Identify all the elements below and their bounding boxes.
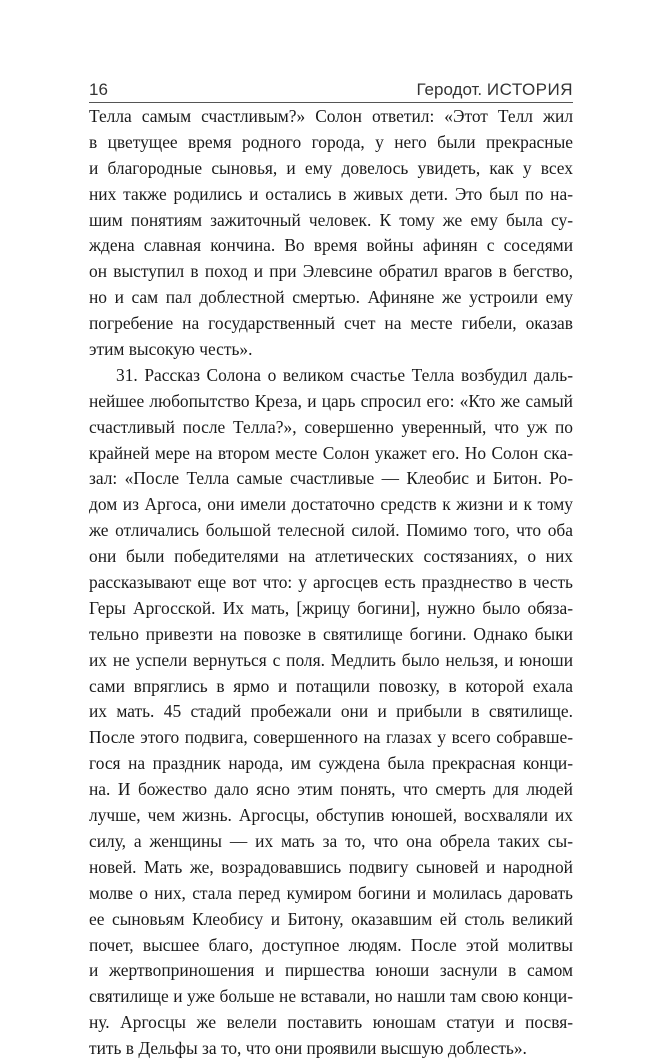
text-line: в цветущее время родного города, у него были прекрасные: [89, 131, 573, 152]
page-body: [89, 104, 573, 1062]
text-line: ждена славная кончина. Во время войны афинян с соседями: [89, 235, 573, 256]
text-line: сами впряглись в ярмо и потащили повозку, в которой ехала: [89, 675, 573, 696]
text-line: и благородные сыновья, и ему довелось увидеть, как у всех: [89, 157, 573, 178]
text-line: их не успели вернуться с поля. Медлить было нельзя, и юноши: [89, 649, 573, 670]
text-line: силу, а женщины — их мать за то, что она обрела таких сы-: [89, 830, 573, 851]
text-line: После этого подвига, совершенного на глазах у всего собравше-: [89, 727, 573, 748]
text-line: них также родились и остались в живых дети. Это был по на-: [89, 183, 573, 204]
page-header: [89, 72, 573, 103]
text-line: они были победителями на атлетических состязаниях, о них: [89, 546, 573, 567]
text-line: и жертвоприношения и пиршества юноши заснули в самом: [89, 960, 573, 981]
paragraph-31: [89, 363, 573, 1062]
text-line: 31. Рассказ Солона о великом счастье Телла возбудил даль-: [116, 364, 573, 385]
text-line: крайней мере на втором месте Солон укажет его. Но Солон ска-: [89, 442, 573, 463]
running-title-author: Геродот.: [416, 80, 483, 99]
text-line: он выступил в поход и при Элевсине обратил врагов в бегство,: [89, 261, 573, 282]
text-line: лучше, чем жизнь. Аргосцы, обступив юношей, восхваляли их: [89, 805, 573, 826]
text-line: дом из Аргоса, они имели достаточно средств к жизни и к тому: [89, 494, 573, 515]
text-line: же отличались большой телесной силой. Помимо того, что оба: [89, 520, 573, 541]
text-line: зал: «После Телла самые счастливые — Клеобис и Битон. Ро-: [89, 468, 573, 489]
text-line: рассказывают еще вот что: у аргосцев есть празднество в честь: [89, 572, 573, 593]
text-line: ее сыновьям Клеобису и Битону, оказавшим ей столь великий: [89, 908, 573, 929]
page-number: 16: [89, 80, 108, 99]
text-line: тить в Дельфы за то, что они проявили высшую доблесть».: [89, 1038, 527, 1059]
text-line: новей. Мать же, возрадовавшись подвигу сыновей и народной: [89, 856, 573, 877]
text-line: ну. Аргосцы же велели поставить юношам статуи и посвя-: [89, 1012, 573, 1033]
text-line: их мать. 45 стадий пробежали они и прибыли в святилище.: [89, 701, 573, 722]
text-line: молве о них, стала перед кумиром богини и молилась даровать: [89, 882, 573, 903]
text-line: шим понятиям зажиточный человек. К тому же ему была су-: [89, 209, 573, 230]
running-title-work: ИСТОРИЯ: [486, 80, 573, 99]
text-line: тельно привезти на повозке в святилище богини. Однако быки: [89, 623, 573, 644]
text-line: Геры Аргосской. Их мать, [жрицу богини], нужно было обяза-: [89, 597, 573, 618]
text-line: погребение на государственный счет на месте гибели, оказав: [89, 313, 573, 334]
text-line: нейшее любопытство Креза, и царь спросил его: «Кто же самый: [89, 390, 573, 411]
paragraph: [89, 104, 573, 363]
text-line: почет, высшее благо, доступное людям. После этой молитвы: [89, 934, 573, 955]
text-line: этим высокую честь».: [89, 339, 253, 360]
text-line: но и сам пал доблестной смертью. Афиняне же устроили ему: [89, 287, 573, 308]
text-line: Телла самым счастливым?» Солон ответил: «Этот Телл жил: [89, 106, 573, 126]
text-line: гося на праздник народа, им суждена была прекрасная конци-: [89, 753, 573, 774]
running-title: [416, 80, 573, 100]
text-line: на. И божество дало ясно этим понять, что смерть для людей: [89, 779, 573, 800]
text-line: святилище и уже больше не вставали, но нашли там свою конци-: [89, 986, 573, 1007]
text-line: счастливый после Телла?», совершенно уверенный, что уж по: [89, 416, 573, 437]
